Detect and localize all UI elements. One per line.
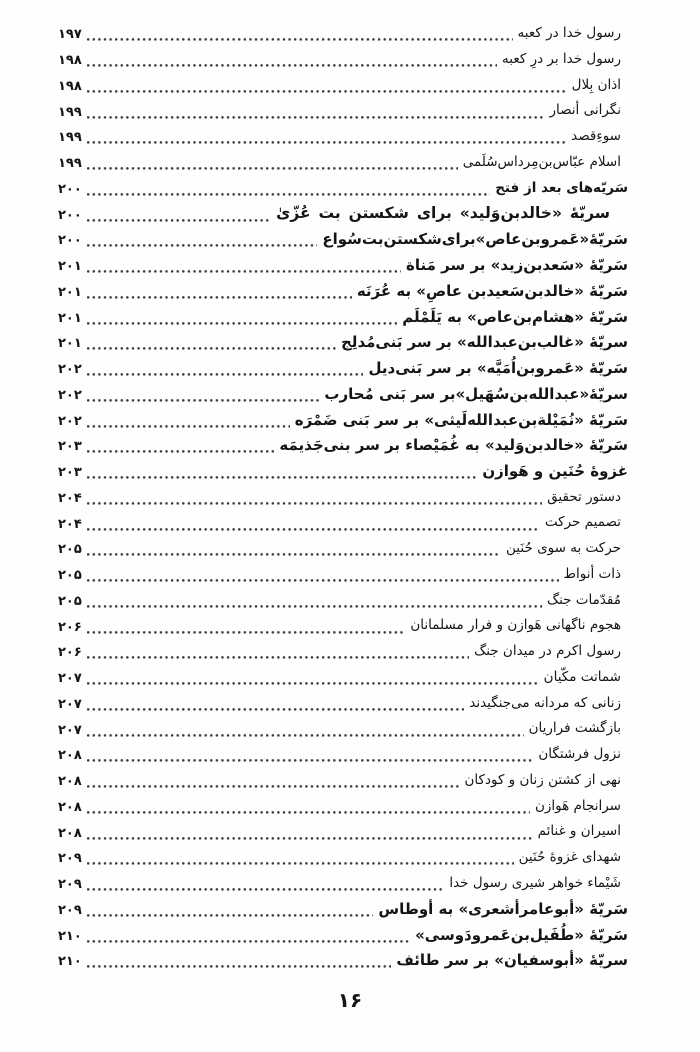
toc-row (58, 228, 628, 254)
toc-row (58, 614, 628, 640)
toc-entry-title: سَریّهٔ «هشام‌بن‌عاص» به یَلَمْلَم (402, 307, 628, 326)
toc-row (58, 305, 628, 331)
toc-row (58, 177, 628, 203)
toc-row (58, 640, 628, 666)
toc-row (58, 769, 628, 795)
toc-entry-title: اسیران و غنائم (537, 823, 621, 840)
toc-row (58, 202, 628, 228)
dot-leader (87, 296, 352, 299)
toc-entry-title: سَریّهٔ «خالدبن‌سَعیدبن عاصِ» به عُرَنَه (356, 281, 628, 300)
toc-row (58, 434, 628, 460)
toc-entry-title: سَریّهٔ «طُفَیل‌بن‌عَمرودَوسی» (415, 925, 628, 944)
toc-entry-title: سَریّهٔ«عَمروبن‌عاص»برای‌شکستن‌بت‌سُواع (322, 230, 628, 249)
toc-entry-page-number: ۲۰۸ (58, 748, 82, 764)
toc-entry-title: سرانجام هَوازن (534, 797, 621, 814)
toc-entry-page-number: ۲۰۸ (58, 774, 82, 790)
toc-entry-title: رسول خدا بر درِ کعبه (502, 50, 621, 67)
dot-leader (87, 167, 458, 170)
toc-entry-page-number: ۲۰۲ (58, 362, 82, 378)
toc-row (58, 460, 628, 486)
toc-entry-page-number: ۲۰۰ (58, 233, 82, 249)
toc-entry-page-number: ۲۰۵ (58, 593, 82, 609)
toc-entry-page-number: ۲۰۳ (58, 465, 82, 481)
toc-entry-title: غزوهٔ حُنَین و هَوازن (482, 462, 628, 481)
dot-leader (87, 528, 540, 531)
toc-entry-page-number: ۲۰۹ (58, 851, 82, 867)
toc-row (58, 511, 628, 537)
dot-leader (87, 219, 271, 222)
toc-entry-title: شهدای غزوهٔ حُنَین (518, 849, 621, 866)
toc-entry-page-number: ۲۰۴ (58, 516, 82, 532)
toc-entry-page-number: ۲۱۰ (58, 928, 82, 944)
dot-leader (87, 347, 336, 350)
table-of-contents (58, 22, 628, 975)
toc-entry-title: هجوم ناگهانی هَوازن و فرار مسلمانان (410, 617, 621, 634)
toc-entry-title: اسلام عبّاس‌بن‌مِرداس‌سُلَمی (462, 153, 621, 170)
dot-leader (87, 759, 534, 762)
toc-row (58, 589, 628, 615)
toc-entry-title: زنانی که مردانه می‌جنگیدند (469, 694, 621, 711)
toc-entry-title: ذات أنواط (563, 565, 621, 582)
toc-entry-title: حرکت به سوی حُنَین (506, 540, 621, 557)
toc-entry-page-number: ۲۰۶ (58, 645, 82, 661)
dot-leader (87, 837, 533, 840)
toc-entry-title: شَیْماء خواهر شیری رسول خدا (449, 874, 621, 891)
toc-entry-title: نگرانی أنصار (549, 102, 621, 119)
toc-row (58, 795, 628, 821)
dot-leader (87, 244, 318, 247)
toc-entry-page-number: ۲۰۱ (58, 336, 82, 352)
toc-entry-title: مُقدّمات جنگ (547, 591, 621, 608)
dot-leader (87, 811, 530, 814)
toc-entry-title: سریّهٔ«عبدالله‌بن‌سُهَیل»بر سر بَنی مُحارب (324, 384, 628, 403)
dot-leader (87, 656, 469, 659)
dot-leader (87, 682, 539, 685)
toc-row (58, 74, 628, 100)
toc-entry-title: نهی از کشتن زنان و کودکان (464, 771, 621, 788)
toc-row (58, 331, 628, 357)
toc-entry-page-number: ۲۰۷ (58, 696, 82, 712)
toc-entry-title: سَریّهٔ «أبوعامرأشعری» به أوطاس (378, 899, 628, 918)
dot-leader (87, 425, 290, 428)
toc-row (58, 280, 628, 306)
toc-entry-page-number: ۲۰۷ (58, 722, 82, 738)
footer-page-number: ۱۶ (337, 988, 363, 1012)
toc-row (58, 563, 628, 589)
toc-entry-title: تصمیم حرکت (544, 514, 621, 531)
toc-entry-page-number: ۲۰۲ (58, 413, 82, 429)
dot-leader (87, 708, 464, 711)
toc-entry-page-number: ۱۹۸ (58, 78, 82, 94)
toc-entry-page-number: ۲۰۷ (58, 671, 82, 687)
toc-entry-page-number: ۲۰۸ (58, 799, 82, 815)
dot-leader (87, 605, 542, 608)
toc-row (58, 846, 628, 872)
toc-row (58, 949, 628, 975)
toc-entry-title: سریّهٔ «غالب‌بن‌عبدالله» بر سر بَنی‌مُدلِج (341, 333, 628, 352)
dot-leader (87, 116, 545, 119)
toc-row (58, 898, 628, 924)
toc-row (58, 923, 628, 949)
toc-entry-page-number: ۱۹۸ (58, 53, 82, 69)
dot-leader (87, 502, 542, 505)
toc-entry-page-number: ۱۹۹ (58, 130, 82, 146)
toc-row (58, 537, 628, 563)
toc-entry-title: سَریّهٔ «خالدبن‌وَلید» به غُمَیْصاء بر سر بنی‌جَذیمَه (279, 436, 628, 455)
toc-entry-title: رسول خدا در کعبه (517, 25, 621, 42)
toc-entry-title: رسول اکرم در میدان جنگ (474, 643, 621, 660)
dot-leader (87, 322, 397, 325)
toc-entry-title: اذان بِلال (571, 76, 621, 93)
dot-leader (87, 476, 478, 479)
dot-leader (87, 90, 567, 93)
dot-leader (87, 193, 490, 196)
toc-row (58, 486, 628, 512)
toc-entry-page-number: ۲۰۱ (58, 310, 82, 326)
toc-row (58, 357, 628, 383)
toc-row (58, 48, 628, 74)
toc-entry-title: سریّهٔ «خالدبن‌وَلید» برای شکستن بت عُزّیٰ (276, 204, 610, 223)
toc-entry-page-number: ۲۰۲ (58, 387, 82, 403)
toc-entry-page-number: ۲۰۳ (58, 439, 82, 455)
dot-leader (87, 862, 514, 865)
toc-row (58, 22, 628, 48)
toc-row (58, 872, 628, 898)
toc-entry-page-number: ۱۹۹ (58, 156, 82, 172)
dot-leader (87, 734, 524, 737)
toc-row (58, 99, 628, 125)
dot-leader (87, 450, 275, 453)
dot-leader (87, 64, 497, 67)
toc-row (58, 151, 628, 177)
toc-row (58, 820, 628, 846)
toc-row (58, 254, 628, 280)
dot-leader (87, 38, 513, 41)
dot-leader (87, 785, 460, 788)
toc-entry-page-number: ۲۰۰ (58, 207, 82, 223)
toc-entry-title: سَریّهٔ «نُمَیْلةبن‌عبدالله‌لَیثی» بر سر بَنی ضَمْرَه (294, 410, 628, 429)
toc-entry-title: سوءِقصد (571, 128, 621, 145)
toc-entry-page-number: ۲۰۹ (58, 877, 82, 893)
toc-entry-page-number: ۲۰۵ (58, 542, 82, 558)
toc-entry-page-number: ۱۹۷ (58, 27, 82, 43)
dot-leader (87, 888, 445, 891)
toc-entry-page-number: ۲۰۱ (58, 259, 82, 275)
toc-entry-page-number: ۲۱۰ (58, 954, 82, 970)
toc-row (58, 408, 628, 434)
toc-entry-page-number: ۲۰۰ (58, 181, 82, 197)
toc-entry-title: بازگشت فراریان (528, 720, 621, 737)
dot-leader (87, 631, 406, 634)
toc-entry-title: سریّهٔ «أبوسفیان» بر سر طائف (396, 951, 628, 970)
toc-entry-page-number: ۱۹۹ (58, 104, 82, 120)
toc-entry-page-number: ۲۰۶ (58, 619, 82, 635)
toc-entry-title: شماتت مکّیان (543, 668, 621, 685)
dot-leader (87, 373, 364, 376)
dot-leader (87, 270, 401, 273)
toc-entry-title: نزول فرشتگان (538, 746, 621, 763)
toc-entry-title: سَریّهٔ «عَمروبن‌اُمَیَّه» بر سر بَنی‌دیل (368, 359, 628, 378)
toc-entry-page-number: ۲۰۴ (58, 490, 82, 506)
dot-leader (87, 141, 566, 144)
toc-row (58, 692, 628, 718)
toc-entry-page-number: ۲۰۵ (58, 568, 82, 584)
toc-entry-title: سَریّهٔ «سَعدبن‌زید» بر سر مَناة (406, 256, 628, 275)
toc-entry-title: دستور تحقیق (547, 488, 621, 505)
toc-entry-page-number: ۲۰۱ (58, 284, 82, 300)
dot-leader (87, 399, 320, 402)
dot-leader (87, 579, 559, 582)
toc-entry-page-number: ۲۰۹ (58, 902, 82, 918)
dot-leader (87, 914, 374, 917)
toc-row (58, 666, 628, 692)
toc-entry-page-number: ۲۰۸ (58, 825, 82, 841)
dot-leader (87, 553, 501, 556)
toc-row (58, 125, 628, 151)
toc-row (58, 717, 628, 743)
toc-row (58, 383, 628, 409)
toc-row (58, 743, 628, 769)
toc-entry-title: سَریّه‌های بعد از فتح (495, 179, 628, 196)
dot-leader (87, 940, 410, 943)
dot-leader (87, 965, 392, 968)
